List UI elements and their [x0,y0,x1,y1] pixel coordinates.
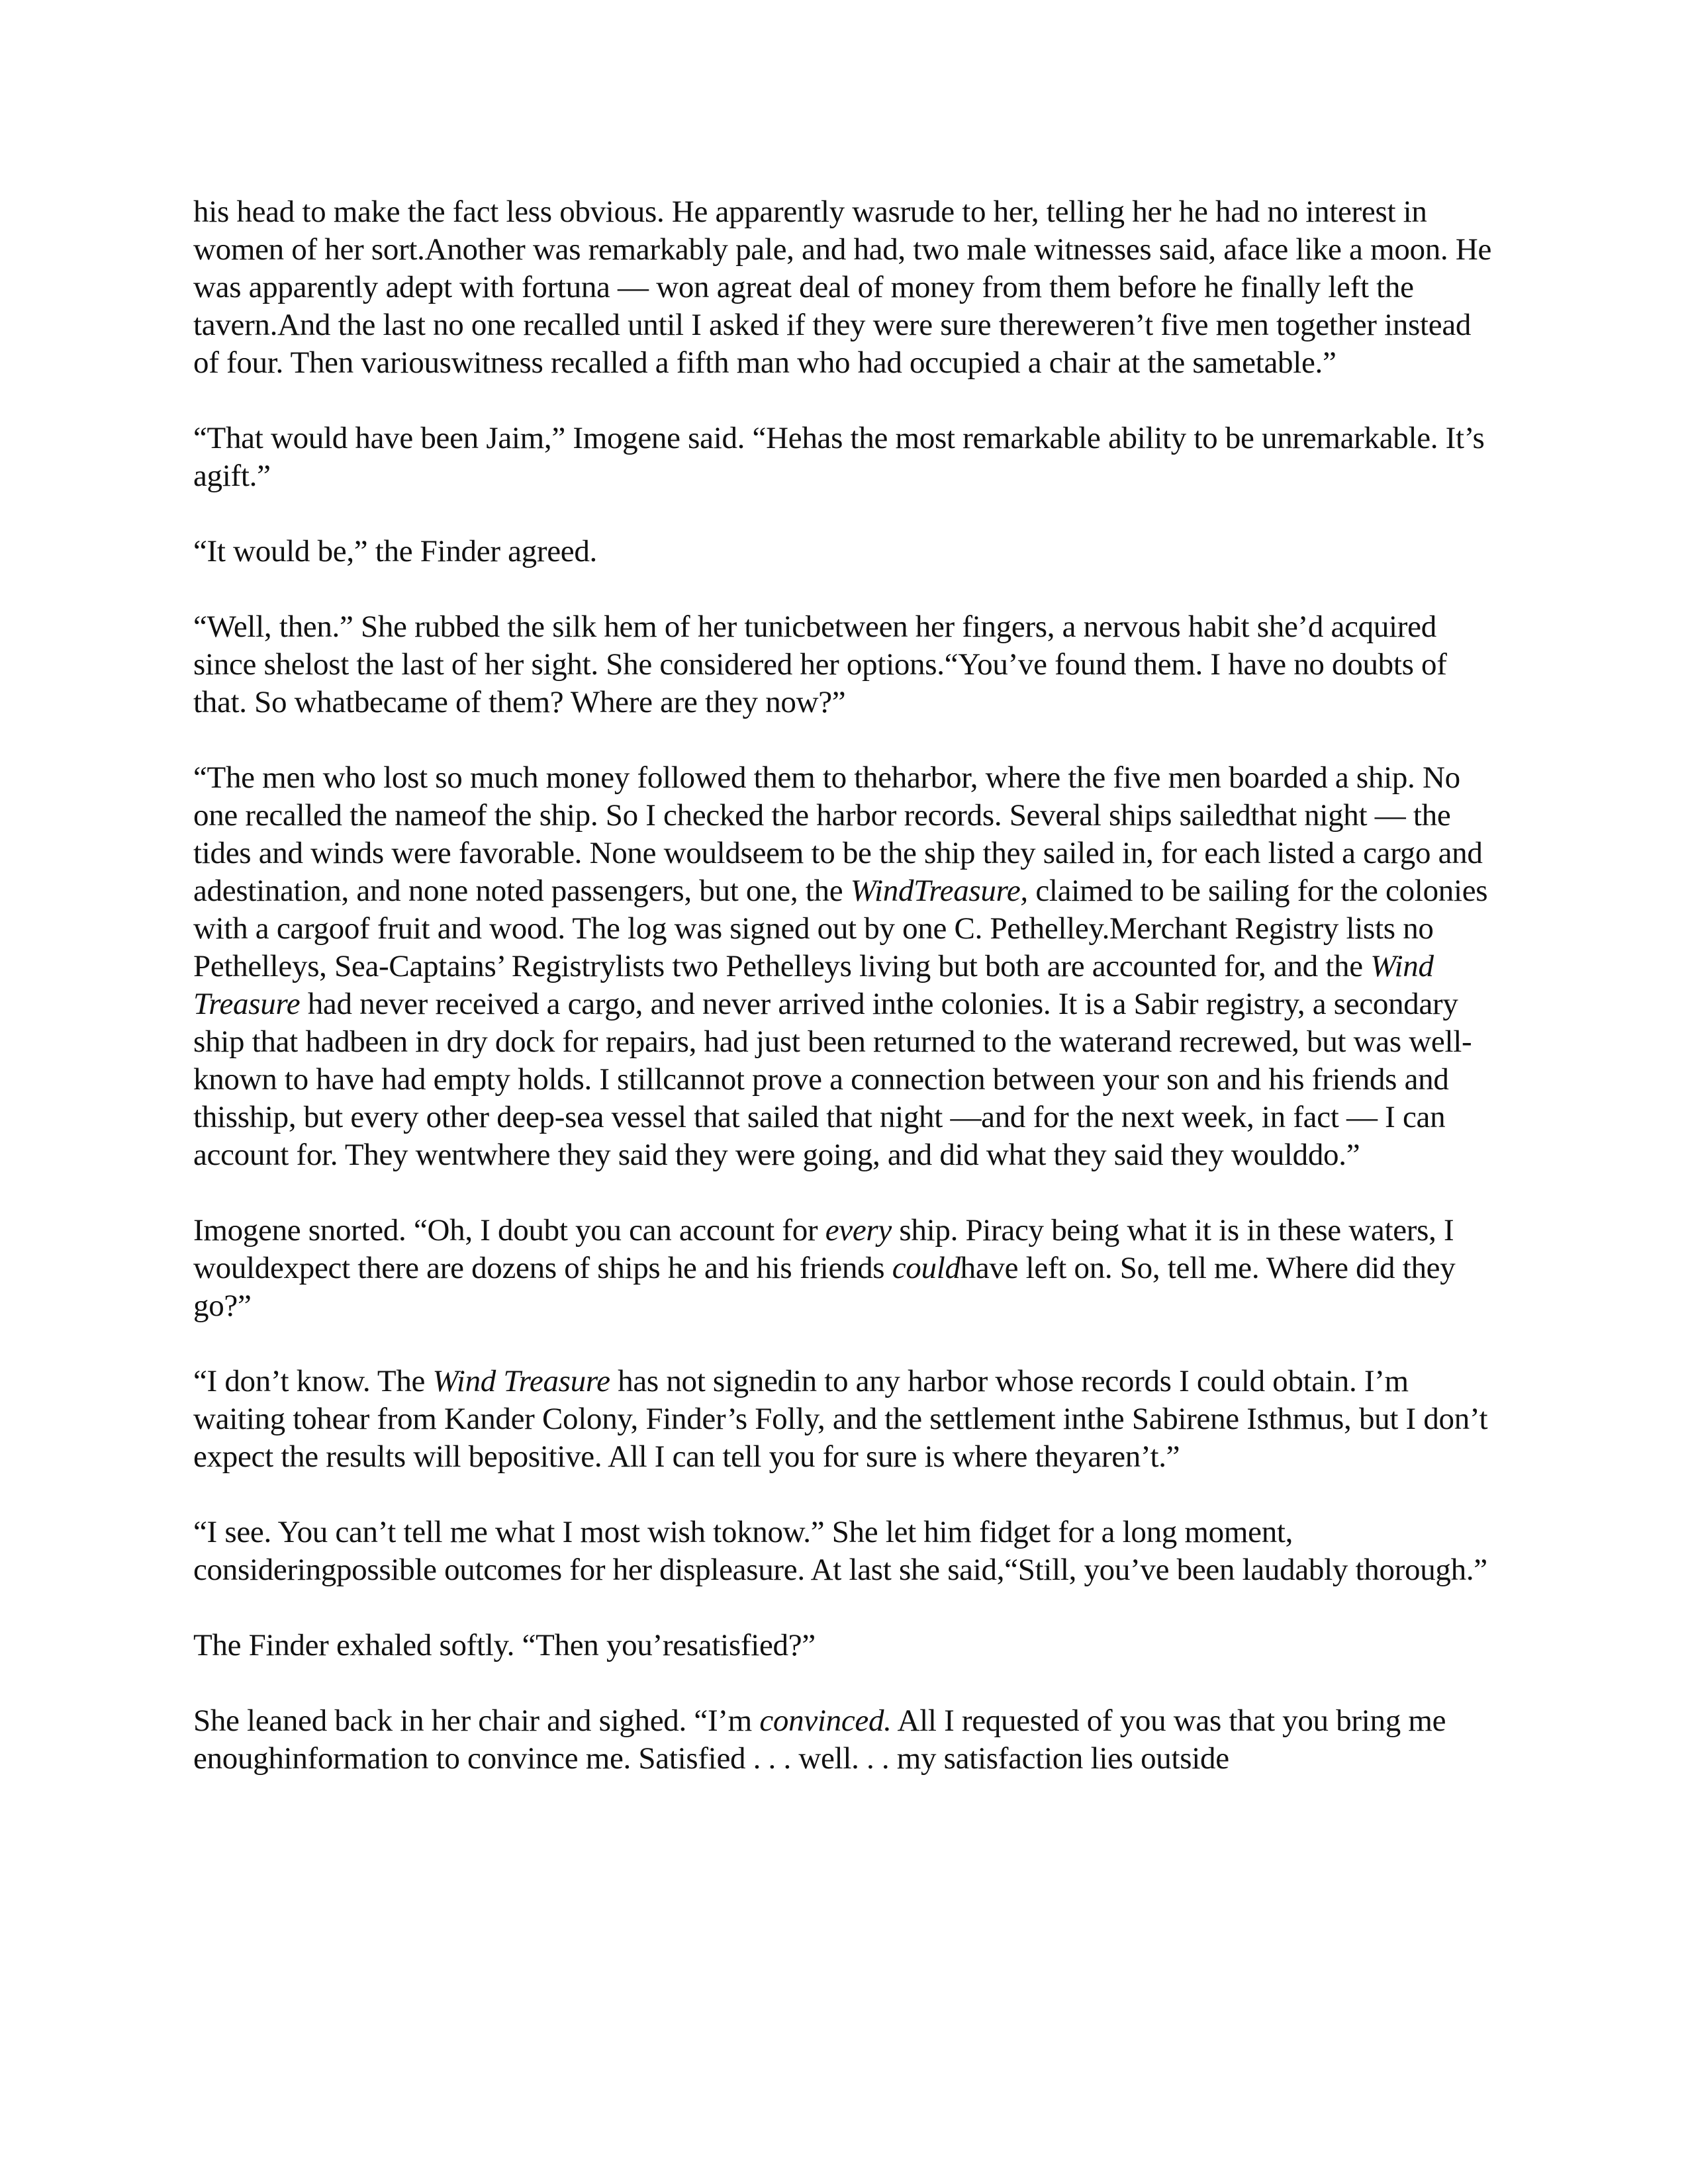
paragraph-2 [193,420,1504,495]
paragraph-10 [193,1702,1504,1778]
text-segment: “I see. You can’t tell me what I most wish toknow.” She let him fidget for a long moment, consideringpossible outcomes for her displeasure. At last she said,“Still, you’ve been laudably thorough.” [193,1515,1487,1587]
italic-text-segment: Wind Treasure [193,949,1434,1021]
body-text [193,193,1504,1778]
text-segment: “That would have been Jaim,” Imogene said. “Hehas the most remarkable ability to be unremarkable. It’s agift.” [193,421,1485,493]
text-segment: claimed to be sailing for the colonies with a cargoof fruit and wood. The log was signed out by one C. Pethelley.Merchant Registry lists no Pethelleys, Sea-Captains’ Registrylists two Pethelleys living but both are accounted for, and the [193,874,1488,983]
italic-text-segment: could [892,1251,961,1285]
text-segment: ship. Piracy being what it is in these waters, I wouldexpect there are dozens of ships he and his friends [193,1213,1454,1285]
paragraph-6 [193,1212,1504,1325]
text-segment: have left on. So, tell me. Where did they go?” [193,1251,1456,1323]
paragraph-1 [193,193,1504,382]
text-segment: She leaned back in her chair and sighed. “I’m [193,1704,760,1738]
italic-text-segment: convinced. [759,1704,892,1738]
italic-text-segment: WindTreasure, [850,874,1028,908]
text-segment: his head to make the fact less obvious. He apparently wasrude to her, telling her he had no interest in women of her sort.Another was remarkably pale, and had, two male witnesses said, aface like a moon. He was apparently adept with fortuna — won agreat deal of money from them before he finally left the tavern.And the last no one recalled until I asked if they were sure thereweren’t five men together instead of four. Then variouswitness recalled a fifth man who had occupied a chair at the sametable.” [193,195,1492,380]
paragraph-9 [193,1627,1504,1664]
text-segment: All I requested of you was that you bring me enoughinformation to convince me. Satisfied . . . well. . . my satisfaction lies outside [193,1704,1446,1776]
text-segment: The Finder exhaled softly. “Then you’resatisfied?” [193,1628,816,1662]
text-segment: “The men who lost so much money followed them to theharbor, where the five men boarded a ship. No one recalled the nameof the ship. So I checked the harbor records. Several ships sailedthat night — the tides and winds were favorable. None wouldseem to be the ship they sailed in, for each listed a cargo and adestination, and none noted passengers, but one, the [193,760,1483,908]
italic-text-segment: every [825,1213,892,1248]
text-segment: “Well, then.” She rubbed the silk hem of her tunicbetween her fingers, a nervous habit she’d acquired since shelost the last of her sight. She considered her options.“You’ve found them. I have no doubts of that. So whatbecame of them? Where are they now?” [193,610,1447,719]
italic-text-segment: Wind Treasure [432,1364,610,1398]
paragraph-5 [193,759,1504,1174]
text-segment: has not signedin to any harbor whose records I could obtain. I’m waiting tohear from Kander Colony, Finder’s Folly, and the settlement inthe Sabirene Isthmus, but I don’t expect the results will bepositive. All I can tell you for sure is where theyaren’t.” [193,1364,1488,1474]
text-segment: “It would be,” the Finder agreed. [193,534,598,569]
text-segment: had never received a cargo, and never arrived inthe colonies. It is a Sabir registry, a secondary ship that hadbeen in dry dock for repairs, had just been returned to the waterand recrewed, but was well-known to have had empty holds. I stillcannot prove a connection between your son and his friends and thisship, but every other deep-sea vessel that sailed that night —and for the next week, in fact — I can account for. They wentwhere they said they were going, and did what they said they woulddo.” [193,987,1472,1172]
paragraph-3 [193,533,1504,570]
paragraph-7 [193,1363,1504,1476]
text-segment: “I don’t know. The [193,1364,433,1398]
paragraph-4 [193,608,1504,721]
text-segment: Imogene snorted. “Oh, I doubt you can account for [193,1213,825,1248]
paragraph-8 [193,1514,1504,1589]
